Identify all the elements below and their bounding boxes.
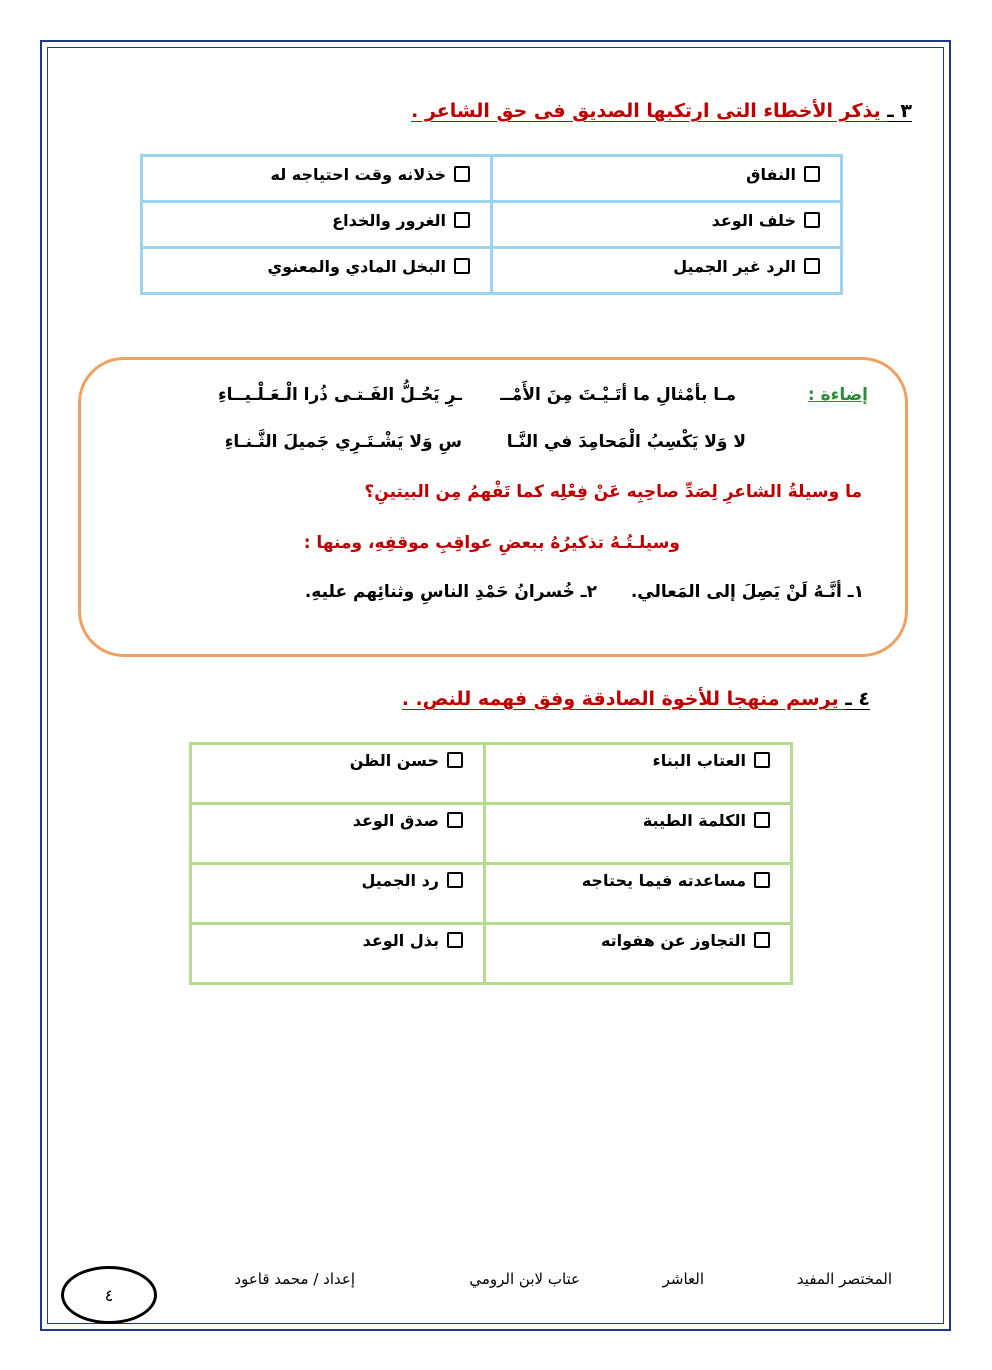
option-cell[interactable] xyxy=(485,744,792,804)
verse-2-first-hemistich: لا وَلا يَكْسِبُ الْمَحامِدَ في النَّـا xyxy=(506,432,746,452)
checkbox-icon[interactable] xyxy=(804,166,820,182)
option-label: حسن الظن xyxy=(349,751,439,770)
option-label: النفاق xyxy=(746,165,796,184)
option-cell[interactable] xyxy=(191,924,485,984)
option-label: صدق الوعد xyxy=(352,811,439,830)
option-cell[interactable] xyxy=(191,864,485,924)
footer-lesson: عتاب لابن الرومي xyxy=(469,1270,580,1288)
option-label: الكلمة الطيبة xyxy=(642,811,746,830)
table-row xyxy=(191,804,792,864)
checkbox-icon[interactable] xyxy=(804,212,820,228)
option-cell[interactable] xyxy=(492,202,842,248)
table-row xyxy=(142,156,842,202)
checkbox-icon[interactable] xyxy=(447,872,463,888)
table-row xyxy=(191,864,792,924)
checkbox-icon[interactable] xyxy=(754,812,770,828)
option-label: الغرور والخداع xyxy=(332,211,446,230)
illumination-box xyxy=(78,357,908,657)
option-cell[interactable] xyxy=(142,156,492,202)
footer-book-title: المختصر المفيد xyxy=(796,1270,892,1288)
footer-grade: العاشر xyxy=(662,1270,704,1288)
page-number-badge xyxy=(61,1266,157,1324)
checkbox-icon[interactable] xyxy=(447,752,463,768)
option-cell[interactable] xyxy=(191,804,485,864)
question-3-text: يذكر الأخطاء التى ارتكبها الصديق فى حق الشاعر . xyxy=(411,100,881,122)
question-4-heading xyxy=(402,688,870,710)
checkbox-icon[interactable] xyxy=(754,752,770,768)
question-3-heading xyxy=(411,100,912,122)
question-4-text: يرسم منهجا للأخوة الصادقة وفق فهمه للنص. . xyxy=(401,688,839,710)
option-label: خلف الوعد xyxy=(711,211,796,230)
option-label: البخل المادي والمعنوي xyxy=(267,257,446,276)
option-cell[interactable] xyxy=(191,744,485,804)
table-row xyxy=(191,924,792,984)
option-cell[interactable] xyxy=(142,202,492,248)
page-number: ٤ xyxy=(104,1285,114,1305)
checkbox-icon[interactable] xyxy=(754,872,770,888)
question-4-number: ٤ ـ xyxy=(845,688,870,710)
option-label: خذلانه وقت احتياجه له xyxy=(270,165,446,184)
question-4-options-table xyxy=(189,742,793,985)
option-cell[interactable] xyxy=(142,248,492,294)
verse-1-first-hemistich: مـا بأمْثالِ ما أتَـيْـتَ مِنَ الأَمْــ xyxy=(500,385,736,405)
checkbox-icon[interactable] xyxy=(754,932,770,948)
option-cell[interactable] xyxy=(492,248,842,294)
checkbox-icon[interactable] xyxy=(454,212,470,228)
question-3-number: ٣ ـ xyxy=(887,100,912,122)
option-cell[interactable] xyxy=(485,804,792,864)
table-row xyxy=(191,744,792,804)
verse-2-second-hemistich: سِ وَلا يَشْـتَـرِي جَميلَ الثَّـنـاءِ xyxy=(224,432,462,452)
illumination-question: ما وسيلةُ الشاعرِ لِصَدِّ صاحِبِه عَنْ فِعْلِه كما تَفْهمُ مِن البيتينِ؟ xyxy=(364,482,862,502)
illumination-point-1: ١ـ أنَّـهُ لَنْ يَصِلَ إلى المَعالي. xyxy=(630,582,864,602)
checkbox-icon[interactable] xyxy=(447,812,463,828)
footer-author: إعداد / محمد قاعود xyxy=(234,1270,355,1288)
checkbox-icon[interactable] xyxy=(447,932,463,948)
checkbox-icon[interactable] xyxy=(454,258,470,274)
table-row xyxy=(142,248,842,294)
option-label: مساعدته فيما يحتاجه xyxy=(581,871,746,890)
option-label: العتاب البناء xyxy=(652,751,746,770)
table-row xyxy=(142,202,842,248)
option-cell[interactable] xyxy=(485,864,792,924)
checkbox-icon[interactable] xyxy=(454,166,470,182)
option-label: الرد غير الجميل xyxy=(673,257,796,276)
option-cell[interactable] xyxy=(492,156,842,202)
option-cell[interactable] xyxy=(485,924,792,984)
illumination-label: إضاءة : xyxy=(807,385,868,405)
verse-1-second-hemistich: ـرِ يَحُـلُّ الفَـتـى ذُرا الْـعَـلْـيــاءِ xyxy=(217,385,462,405)
option-label: التجاوز عن هفواته xyxy=(600,931,746,950)
illumination-point-2: ٢ـ خُسرانُ حَمْدِ الناسِ وثنائِهم عليهِ. xyxy=(304,582,597,602)
option-label: رد الجميل xyxy=(361,871,439,890)
question-3-options-table xyxy=(140,154,843,295)
checkbox-icon[interactable] xyxy=(804,258,820,274)
option-label: بذل الوعد xyxy=(362,931,439,950)
illumination-answer: وسيلـتُـهُ تذكيرُهُ ببعضِ عواقِبِ موقفِهِ، ومنها : xyxy=(303,533,680,553)
